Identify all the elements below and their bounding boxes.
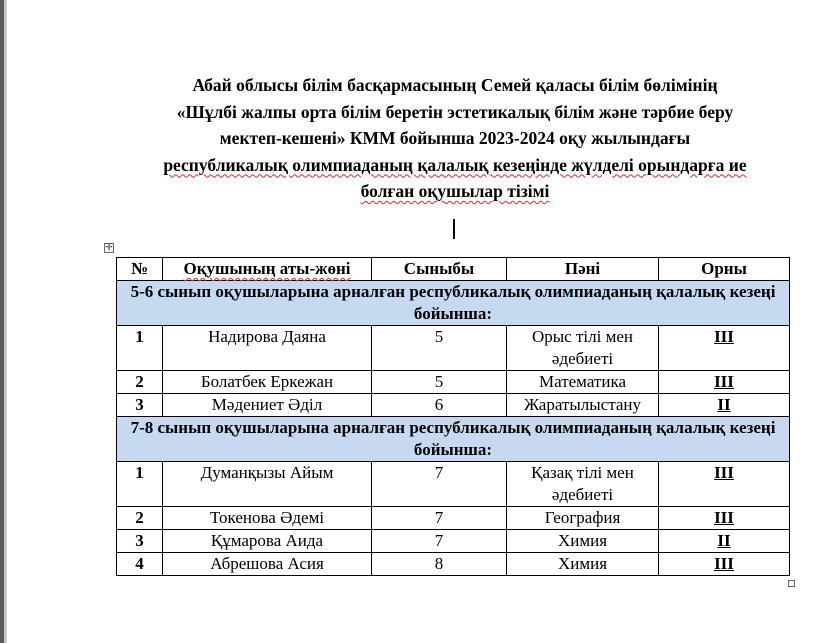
header-subject: Пәні <box>507 258 659 281</box>
table-row <box>117 462 790 507</box>
text-cursor <box>453 219 455 239</box>
title-line-4: республикалық олимпиаданың қалалық кезеңінде жүлделі орындарға ие <box>163 154 747 175</box>
place: ІІІ <box>659 507 790 530</box>
title-line-2: «Шұлбі жалпы орта білім беретін эстетикалық білім және тәрбие беру <box>176 101 734 122</box>
student-grade: 6 <box>372 394 507 417</box>
student-grade: 5 <box>372 326 507 371</box>
student-grade: 7 <box>372 530 507 553</box>
table-row <box>117 507 790 530</box>
row-number: 2 <box>117 507 163 530</box>
student-name: Болатбек Еркежан <box>163 371 372 394</box>
subject: Химия <box>507 530 659 553</box>
table-row <box>117 394 790 417</box>
student-name: Құмарова Аида <box>163 530 372 553</box>
student-name: Абрешова Асия <box>163 553 372 576</box>
section-row <box>117 417 790 462</box>
student-name: Мәдениет Әділ <box>163 394 372 417</box>
document-title <box>115 72 795 205</box>
table-row <box>117 371 790 394</box>
title-line-5: болған оқушылар тізімі <box>360 181 550 201</box>
student-grade: 5 <box>372 371 507 394</box>
student-name: Надирова Даяна <box>163 326 372 371</box>
row-number: 3 <box>117 394 163 417</box>
row-number: 3 <box>117 530 163 553</box>
student-grade: 8 <box>372 553 507 576</box>
table-row <box>117 326 790 371</box>
header-place: Орны <box>659 258 790 281</box>
results-table <box>116 257 790 576</box>
student-name: Токенова Әдемі <box>163 507 372 530</box>
place: ІІ <box>659 530 790 553</box>
window-edge-shadow <box>4 0 7 643</box>
row-number: 1 <box>117 462 163 507</box>
row-number: 1 <box>117 326 163 371</box>
header-student-name: Оқушының аты-жөні <box>163 258 372 281</box>
subject: Математика <box>507 371 659 394</box>
table-header-row <box>117 258 790 281</box>
header-number: № <box>117 258 163 281</box>
subject: Химия <box>507 553 659 576</box>
place: ІІІ <box>659 371 790 394</box>
place: ІІІ <box>659 553 790 576</box>
subject: Қазақ тілі мен әдебиеті <box>507 462 659 507</box>
subject: Жаратылыстану <box>507 394 659 417</box>
section-title: 5-6 сынып оқушыларына арналған республикалық олимпиаданың қалалық кезеңі бойынша: <box>117 281 790 326</box>
subject: География <box>507 507 659 530</box>
place: ІІ <box>659 394 790 417</box>
table-row <box>117 553 790 576</box>
table-resize-handle[interactable] <box>788 580 795 587</box>
title-line-1: Абай облысы білім басқармасының Семей қаласы білім бөлімінің <box>192 75 718 95</box>
table-row <box>117 530 790 553</box>
subject: Орыс тілі мен әдебиеті <box>507 326 659 371</box>
place: ІІІ <box>659 462 790 507</box>
table-move-handle-icon[interactable]: ✛ <box>105 243 113 253</box>
student-grade: 7 <box>372 462 507 507</box>
header-grade: Сыныбы <box>372 258 507 281</box>
row-number: 4 <box>117 553 163 576</box>
place: ІІІ <box>659 326 790 371</box>
title-line-3: мектеп-кешені» КММ бойынша 2023-2024 оқу жылындағы <box>219 128 691 148</box>
section-row <box>117 281 790 326</box>
student-grade: 7 <box>372 507 507 530</box>
section-title: 7-8 сынып оқушыларына арналған республикалық олимпиаданың қалалық кезеңі бойынша: <box>117 417 790 462</box>
student-name: Думанқызы Айым <box>163 462 372 507</box>
row-number: 2 <box>117 371 163 394</box>
